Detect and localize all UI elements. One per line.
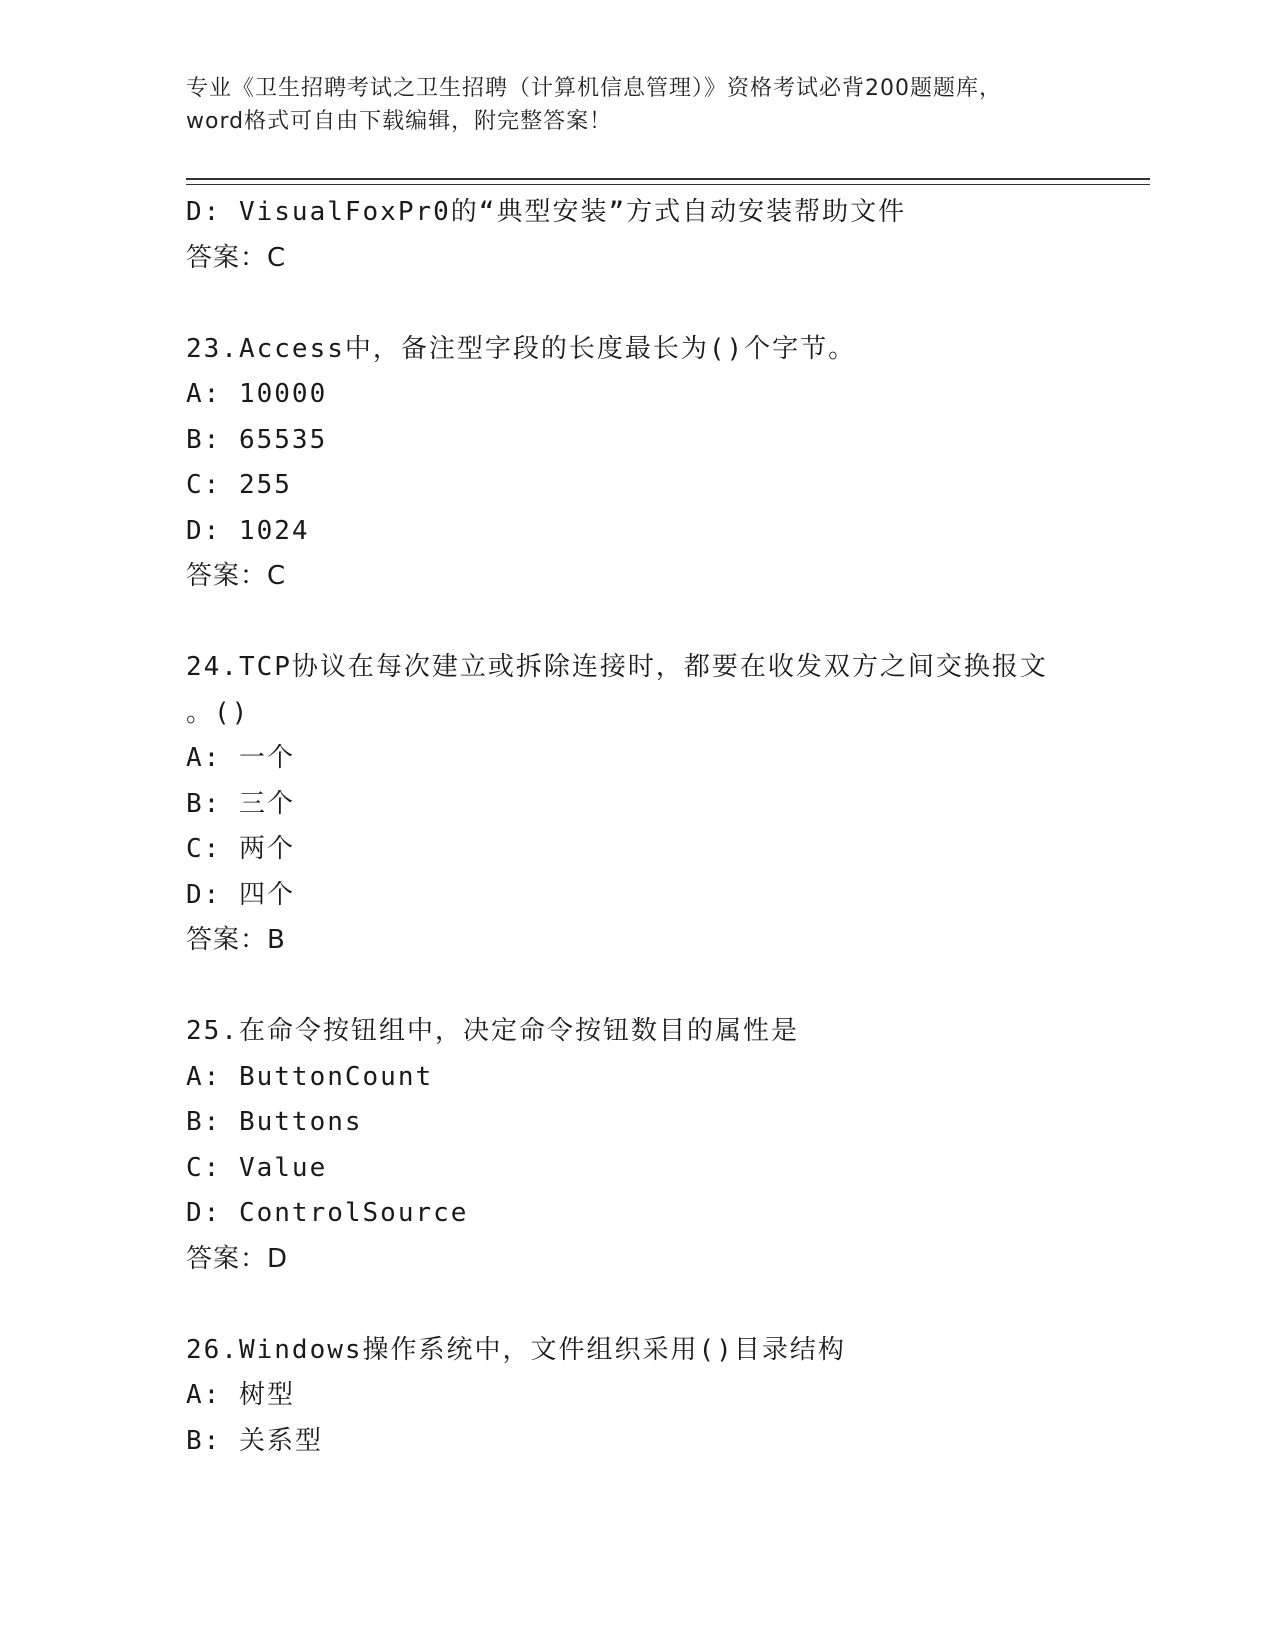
answer-line: 答案：D [186, 1243, 289, 1274]
question-block-prev [186, 190, 1086, 281]
answer-line: 答案：B [186, 925, 286, 955]
header-line-2: word格式可自由下载编辑，附完整答案！ [186, 109, 613, 134]
option-a: A: 一个 [186, 743, 295, 773]
question-block-23 [186, 327, 1086, 600]
option-a: A: 树型 [186, 1380, 295, 1410]
answer-line: 答案：C [186, 561, 287, 591]
option-b: B: 三个 [186, 788, 295, 819]
option-b: B: 关系型 [186, 1425, 323, 1456]
option-d: D: VisualFoxPr0的“典型安装”方式自动安装帮助文件 [186, 197, 907, 227]
option-c: C: 两个 [186, 834, 295, 864]
header-divider-thin [186, 184, 1150, 185]
question-block-26 [186, 1328, 1086, 1465]
header-divider-thick [186, 178, 1150, 180]
option-b: B: 65535 [186, 424, 328, 455]
question-text-continued: 。() [186, 697, 250, 728]
option-a: A: ButtonCount [186, 1061, 434, 1092]
spacer [186, 1282, 1086, 1328]
option-d: D: 四个 [186, 879, 295, 910]
option-d: D: 1024 [186, 515, 310, 546]
document-header [186, 72, 1086, 138]
spacer [186, 964, 1086, 1010]
question-block-25 [186, 1009, 1086, 1282]
question-text: 25.在命令按钮组中，决定命令按钮数目的属性是 [186, 1016, 799, 1046]
option-b: B: Buttons [186, 1107, 363, 1137]
question-text: 23.Access中，备注型字段的长度最长为()个字节。 [186, 333, 857, 364]
option-c: C: 255 [186, 470, 292, 500]
spacer [186, 600, 1086, 646]
header-line-1: 专业《卫生招聘考试之卫生招聘（计算机信息管理）》资格考试必背200题题库， [186, 76, 1002, 101]
option-a: A: 10000 [186, 379, 328, 409]
option-d: D: ControlSource [186, 1198, 469, 1228]
spacer [186, 281, 1086, 327]
question-block-24 [186, 645, 1086, 964]
question-list [186, 190, 1086, 1464]
answer-line: 答案：C [186, 242, 287, 273]
question-text: 24.TCP协议在每次建立或拆除连接时，都要在收发双方之间交换报文 [186, 652, 1048, 682]
question-text: 26.Windows操作系统中，文件组织采用()目录结构 [186, 1334, 846, 1365]
option-c: C: Value [186, 1152, 328, 1183]
